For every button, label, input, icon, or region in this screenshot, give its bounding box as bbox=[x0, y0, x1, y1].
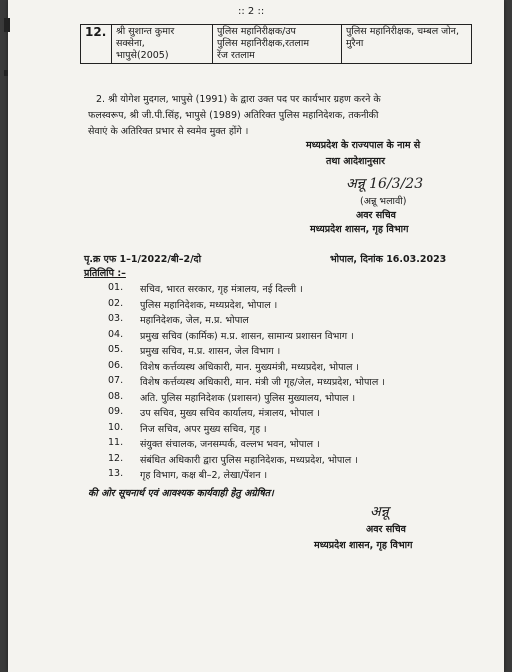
copy-list-item: संबंधित अधिकारी द्वारा पुलिस महानिदेशक, मध्यप्रदेश, भोपाल । bbox=[140, 454, 358, 466]
copy-list-item: प्रमुख सचिव, म.प्र. शासन, जेल विभाग । bbox=[140, 346, 281, 357]
copy-list-number: 01. bbox=[108, 282, 124, 293]
reference-date: भोपाल, दिनांक 16.03.2023 bbox=[330, 254, 447, 265]
copy-list-number: 09. bbox=[108, 406, 124, 417]
table-row bbox=[81, 25, 472, 64]
copy-list-item: निज सचिव, अपर मुख्य सचिव, गृह । bbox=[140, 423, 267, 435]
copy-list-item: पुलिस महानिदेशक, मध्यप्रदेश, भोपाल । bbox=[140, 299, 278, 311]
copy-list-item: अति. पुलिस महानिदेशक (प्रशासन) पुलिस मुख्यालय, भोपाल । bbox=[140, 392, 356, 404]
copy-list-number: 10. bbox=[108, 421, 124, 433]
copy-list-item: विशेष कर्त्तव्यस्थ अधिकारी, मान. मुख्यमंत्री, मध्यप्रदेश, भोपाल । bbox=[140, 361, 360, 373]
copy-list-item: विशेष कर्त्तव्यस्थ अधिकारी, मान. मंत्री जी गृह/जेल, मध्यप्रदेश, भोपाल । bbox=[140, 377, 385, 388]
copy-list-item: सचिव, भारत सरकार, गृह मंत्रालय, नई दिल्ली । bbox=[140, 284, 303, 295]
copy-list-number: 12. bbox=[108, 452, 124, 464]
copy-list-item: महानिदेशक, जेल, म.प्र. भोपाल bbox=[140, 315, 249, 326]
copy-list-item: उप सचिव, मुख्य सचिव कार्यालय, मंत्रालय, भोपाल । bbox=[140, 408, 320, 419]
scan-edge-mark bbox=[4, 18, 10, 32]
signature-2: अन्नू bbox=[370, 504, 389, 520]
paragraph-2-line: फलस्वरूप, श्री जी.पी.सिंह, भापुसे (1989) अतिरिक्त पुलिस महानिदेशक, तकनीकी bbox=[88, 110, 379, 121]
copy-list-number: 08. bbox=[108, 390, 124, 402]
copy-list-number: 03. bbox=[108, 313, 124, 324]
paragraph-2-line: सेवाएं के अतिरिक्त प्रभार से स्वमेव मुक्त होंगे । bbox=[88, 126, 249, 137]
copy-list-number: 04. bbox=[108, 328, 124, 340]
page-number: :: 2 :: bbox=[238, 6, 265, 17]
signatory-department: मध्यप्रदेश शासन, गृह विभाग bbox=[310, 224, 409, 235]
copy-list-item: गृह विभाग, कक्ष बी–2, लेखा/पेंशन । bbox=[140, 470, 268, 481]
copy-list-number: 07. bbox=[108, 375, 124, 386]
copy-heading: प्रतिलिपि :– bbox=[84, 268, 126, 279]
signature-1: अन्नू 16/3/23 bbox=[346, 176, 424, 192]
document-page bbox=[8, 0, 504, 672]
signatory-title: अवर सचिव bbox=[356, 210, 396, 221]
copy-list-number: 13. bbox=[108, 468, 124, 479]
current-post-cell: पुलिस महानिरीक्षक/उप पुलिस महानिरीक्षक,रतलाम रेंज रतलाम bbox=[213, 25, 342, 64]
copy-list-number: 06. bbox=[108, 359, 124, 371]
forwarding-line: की ओर सूचनार्थ एवं आवश्यक कार्यवाही हेतु अग्रेषित। bbox=[88, 488, 274, 499]
signatory-2-department: मध्यप्रदेश शासन, गृह विभाग bbox=[314, 540, 413, 551]
transfer-table bbox=[80, 24, 472, 64]
signatory-name: (अन्नू भलावी) bbox=[360, 196, 407, 207]
governor-order-line: तथा आदेशानुसार bbox=[326, 156, 385, 167]
governor-order-line: मध्यप्रदेश के राज्यपाल के नाम से bbox=[306, 140, 421, 151]
copy-list-number: 05. bbox=[108, 344, 124, 355]
row-number: 12. bbox=[81, 25, 112, 64]
scan-edge-mark bbox=[4, 70, 8, 76]
copy-list-number: 02. bbox=[108, 297, 124, 309]
copy-list-number: 11. bbox=[108, 437, 124, 448]
copy-list-item: संयुक्त संचालक, जनसम्पर्क, वल्लभ भवन, भोपाल । bbox=[140, 439, 320, 450]
copy-list-item: प्रमुख सचिव (कार्मिक) म.प्र. शासन, सामान्य प्रशासन विभाग । bbox=[140, 330, 354, 342]
new-post-cell: पुलिस महानिरीक्षक, चम्बल जोन, मुरैना bbox=[342, 25, 472, 64]
signatory-2-title: अवर सचिव bbox=[366, 524, 406, 535]
officer-name-cell: श्री सुशान्त कुमार सक्सेना, भापुसे(2005) bbox=[112, 25, 213, 64]
paragraph-2-line: 2. श्री योगेश मुदगल, भापुसे (1991) के द्वारा उक्त पद पर कार्यभार ग्रहण करने के bbox=[96, 94, 381, 105]
reference-number: पृ.क्र एफ 1–1/2022/बी–2/दो bbox=[84, 254, 202, 265]
